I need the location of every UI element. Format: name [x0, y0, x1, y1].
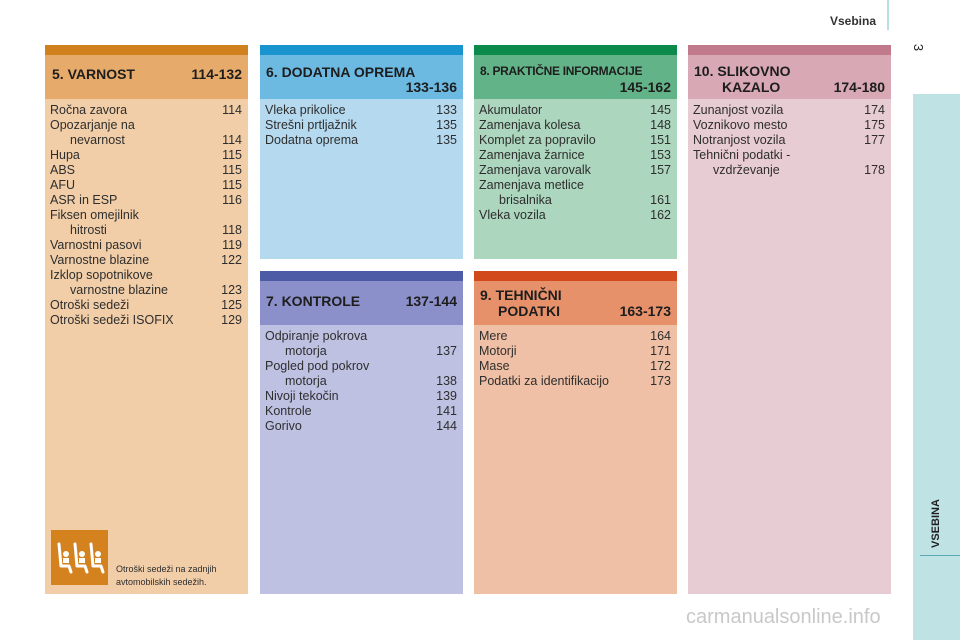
- toc-entry-label: [693, 118, 857, 133]
- side-tab-label: [930, 534, 942, 548]
- toc-entry-label: [265, 404, 429, 419]
- toc-entry[interactable]: [479, 133, 671, 148]
- section-title: 6. DODATNA OPREMA: [266, 64, 416, 80]
- toc-entry-page: 133: [436, 103, 457, 117]
- toc-entry-page: 157: [650, 163, 671, 177]
- section-items: [260, 99, 463, 148]
- toc-entry-label-line1: Zamenjava metlice: [479, 178, 584, 192]
- toc-entry-page: 115: [222, 148, 242, 162]
- toc-entry-page: 148: [650, 118, 671, 132]
- toc-entry-label-line1: Notranjost vozila: [693, 133, 786, 147]
- toc-entry-page: 141: [436, 404, 457, 418]
- section-color-bar: [688, 45, 891, 55]
- section-header[interactable]: [474, 55, 677, 99]
- section-page-range: 174-180: [833, 79, 885, 95]
- toc-entry-label-line1: Akumulator: [479, 103, 543, 117]
- toc-entry[interactable]: [479, 344, 671, 359]
- toc-entry-label-line1: Fiksen omejilnik: [50, 208, 139, 222]
- toc-entry-label: [265, 329, 429, 359]
- toc-entry-label-line2: motorja: [285, 374, 327, 388]
- toc-entry-page: 161: [650, 193, 671, 207]
- section-header[interactable]: [688, 55, 891, 99]
- toc-entry-label: [50, 268, 214, 298]
- section-title-line2: PODATKI: [498, 303, 560, 319]
- toc-entry[interactable]: [479, 148, 671, 163]
- toc-entry-label-line1: Strešni prtljažnik: [265, 118, 357, 132]
- section-items: [688, 99, 891, 178]
- section-color-bar: [474, 271, 677, 281]
- section-page-range: 137-144: [405, 293, 457, 309]
- toc-entry[interactable]: [693, 133, 885, 148]
- toc-entry-page: 119: [222, 238, 242, 252]
- toc-entry-label: [50, 118, 214, 148]
- toc-entry-label-line1: Podatki za identifikacijo: [479, 374, 609, 388]
- toc-entry-label-line1: Gorivo: [265, 419, 302, 433]
- toc-entry-page: 139: [436, 389, 457, 403]
- toc-entry-label-line1: Kontrole: [265, 404, 312, 418]
- toc-entry-label-line1: Mase: [479, 359, 510, 373]
- toc-entry-label: [50, 298, 214, 313]
- toc-entry-page: 129: [221, 313, 242, 327]
- toc-entry-label: [479, 374, 643, 389]
- toc-entry-label: [265, 118, 429, 133]
- toc-entry-page: 171: [650, 344, 671, 358]
- toc-entry-label-line1: Opozarjanje na: [50, 118, 135, 132]
- toc-entry-label: [479, 208, 643, 223]
- toc-entry-page: 122: [221, 253, 242, 267]
- toc-entry[interactable]: [693, 103, 885, 118]
- toc-entry-label: [265, 359, 429, 389]
- child-seat-icon: [51, 530, 108, 585]
- toc-entry-label-line1: Nivoji tekočin: [265, 389, 339, 403]
- toc-entry-label: [479, 178, 643, 208]
- section-title: 9. TEHNIČNI: [480, 287, 562, 303]
- toc-entry-label: [479, 118, 643, 133]
- toc-entry[interactable]: [50, 163, 242, 178]
- toc-entry-page: 137: [436, 344, 457, 358]
- toc-entry[interactable]: [479, 374, 671, 389]
- toc-entry-label: [693, 103, 857, 118]
- toc-entry-page: 178: [864, 163, 885, 177]
- toc-entry-page: 138: [436, 374, 457, 388]
- toc-entry-page: 125: [221, 298, 242, 312]
- toc-entry-page: 151: [650, 133, 671, 147]
- section-page-range: 114-132: [191, 66, 242, 82]
- toc-entry-label: [50, 238, 214, 253]
- side-tab-divider: [920, 555, 960, 556]
- section-color-bar: [45, 45, 248, 55]
- toc-entry-page: 164: [650, 329, 671, 343]
- toc-entry-page: 118: [222, 223, 242, 237]
- toc-entry-label-line1: Vleka prikolice: [265, 103, 346, 117]
- toc-entry[interactable]: [50, 238, 242, 253]
- toc-entry-label-line1: Izklop sopotnikove: [50, 268, 153, 282]
- toc-entry-label: [479, 329, 643, 344]
- toc-entry-label-line1: Varnostni pasovi: [50, 238, 142, 252]
- toc-entry[interactable]: [479, 118, 671, 133]
- toc-entry[interactable]: [479, 329, 671, 344]
- toc-entry[interactable]: [50, 253, 242, 268]
- section-tehnicni-podatki: [474, 271, 677, 594]
- toc-entry-label: [479, 163, 643, 178]
- toc-entry-page: 115: [222, 163, 242, 177]
- toc-entry-label-line2: varnostne blazine: [70, 283, 168, 297]
- toc-entry-label: [50, 103, 214, 118]
- toc-entry-label-line1: Zunanjost vozila: [693, 103, 784, 117]
- toc-entry[interactable]: [50, 118, 242, 148]
- section-dodatna-oprema: [260, 45, 463, 259]
- section-items: [474, 99, 677, 223]
- toc-entry-label-line1: Ročna zavora: [50, 103, 128, 117]
- toc-entry-label-line1: Varnostne blazine: [50, 253, 150, 267]
- toc-entry-label-line1: Motorji: [479, 344, 517, 358]
- toc-entry-label-line1: Zamenjava žarnice: [479, 148, 585, 162]
- section-items: [45, 99, 248, 328]
- toc-entry-label-line1: Otroški sedeži ISOFIX: [50, 313, 174, 327]
- toc-entry[interactable]: [50, 178, 242, 193]
- section-color-bar: [260, 271, 463, 281]
- section-page-range: 133-136: [405, 79, 457, 95]
- section-title: 7. KONTROLE: [266, 293, 361, 309]
- toc-entry-page: 114: [222, 133, 242, 147]
- section-prakticne-informacije: [474, 45, 677, 259]
- toc-entry-page: 175: [864, 118, 885, 132]
- toc-entry-label-line1: Vleka vozila: [479, 208, 546, 222]
- toc-entry-label: [50, 163, 214, 178]
- toc-entry-label-line1: Komplet za popravilo: [479, 133, 596, 147]
- page-number: 3: [911, 43, 927, 52]
- section-color-bar: [474, 45, 677, 55]
- section-header[interactable]: [260, 55, 463, 99]
- toc-entry[interactable]: [50, 208, 242, 238]
- toc-entry-page: 144: [436, 419, 457, 433]
- toc-entry[interactable]: [265, 389, 457, 404]
- header-divider: [887, 0, 889, 30]
- section-page-range: 145-162: [619, 79, 671, 95]
- section-slikovno-kazalo: [688, 45, 891, 594]
- child-seat-caption: Otroški sedeži na zadnjih avtomobilskih sedežih.: [116, 564, 217, 587]
- section-title: 8. PRAKTIČNE INFORMACIJE: [480, 64, 643, 78]
- toc-entry-label-line1: Dodatna oprema: [265, 133, 359, 147]
- toc-entry[interactable]: [479, 103, 671, 118]
- toc-entry-label-line1: Zamenjava varovalk: [479, 163, 591, 177]
- toc-entry-label-line2: vzdrževanje: [713, 163, 780, 177]
- toc-entry[interactable]: [265, 404, 457, 419]
- toc-entry-page: 173: [650, 374, 671, 388]
- toc-entry-page: 162: [650, 208, 671, 222]
- toc-entry[interactable]: [479, 208, 671, 223]
- toc-entry[interactable]: [265, 103, 457, 118]
- toc-entry-page: 123: [221, 283, 242, 297]
- toc-entry-label-line1: Tehnični podatki -: [693, 148, 791, 162]
- toc-entry-label: [265, 103, 429, 118]
- toc-entry[interactable]: [479, 178, 671, 208]
- toc-entry-page: 114: [222, 103, 242, 117]
- toc-entry[interactable]: [479, 163, 671, 178]
- toc-entry-label-line1: Odpiranje pokrova: [265, 329, 368, 343]
- toc-entry-label: [50, 178, 214, 193]
- toc-entry-label: [479, 359, 643, 374]
- toc-entry-label: [479, 148, 643, 163]
- toc-entry-label: [50, 253, 214, 268]
- toc-entry-label-line1: ABS: [50, 163, 76, 177]
- toc-entry[interactable]: [693, 118, 885, 133]
- toc-entry-label: [479, 103, 643, 118]
- toc-entry[interactable]: [265, 359, 457, 389]
- toc-entry-label: [265, 389, 429, 404]
- toc-entry[interactable]: [50, 298, 242, 313]
- toc-entry-page: 177: [864, 133, 885, 147]
- toc-entry-page: 116: [222, 193, 242, 207]
- section-header[interactable]: [45, 55, 248, 99]
- toc-entry-label: [50, 193, 214, 208]
- toc-entry[interactable]: [50, 193, 242, 208]
- toc-entry[interactable]: [479, 359, 671, 374]
- toc-entry[interactable]: [265, 133, 457, 148]
- toc-entry-label: [50, 313, 214, 328]
- toc-entry-label-line1: Zamenjava kolesa: [479, 118, 581, 132]
- toc-entry[interactable]: [265, 329, 457, 359]
- toc-entry-label: [479, 344, 643, 359]
- toc-entry[interactable]: [265, 118, 457, 133]
- toc-entry-page: 115: [222, 178, 242, 192]
- toc-entry-page: 145: [650, 103, 671, 117]
- page-header-title: Vsebina: [830, 14, 877, 28]
- toc-entry-label: [265, 133, 429, 148]
- section-color-bar: [260, 45, 463, 55]
- section-title: 5. VARNOST: [52, 66, 135, 82]
- toc-entry-page: 135: [436, 133, 457, 147]
- watermark: carmanualsonline.info: [686, 606, 881, 628]
- section-kontrole: [260, 271, 463, 594]
- toc-entry-label-line2: nevarnost: [70, 133, 125, 147]
- section-header[interactable]: [474, 281, 677, 325]
- toc-entry[interactable]: [50, 313, 242, 328]
- toc-entry-page: 172: [650, 359, 671, 373]
- toc-entry-label-line1: Pogled pod pokrov: [265, 359, 370, 373]
- toc-entry-label: [479, 133, 643, 148]
- toc-entry[interactable]: [265, 419, 457, 434]
- toc-entry[interactable]: [693, 148, 885, 178]
- toc-entry-page: 135: [436, 118, 457, 132]
- section-varnost: [45, 45, 248, 594]
- toc-entry[interactable]: [50, 268, 242, 298]
- toc-entry-label-line1: Mere: [479, 329, 508, 343]
- toc-entry-label: [265, 419, 429, 434]
- section-page-range: 163-173: [619, 303, 671, 319]
- toc-entry[interactable]: [50, 103, 242, 118]
- toc-entry-label-line1: ASR in ESP: [50, 193, 118, 207]
- section-header[interactable]: [260, 281, 463, 325]
- toc-entry-label-line1: Hupa: [50, 148, 80, 162]
- toc-entry-page: 174: [864, 103, 885, 117]
- toc-entry-label: [50, 148, 214, 163]
- toc-entry-label-line2: motorja: [285, 344, 327, 358]
- toc-entry[interactable]: [50, 148, 242, 163]
- toc-entry-label: [693, 148, 857, 178]
- section-items: [474, 325, 677, 389]
- section-title-line2: KAZALO: [722, 79, 781, 95]
- section-items: [260, 325, 463, 434]
- side-tab[interactable]: [913, 94, 960, 640]
- toc-entry-label: [693, 133, 857, 148]
- toc-entry-label-line2: hitrosti: [70, 223, 107, 237]
- toc-entry-label-line1: Otroški sedeži: [50, 298, 130, 312]
- toc-entry-label-line2: brisalnika: [499, 193, 552, 207]
- toc-entry-page: 153: [650, 148, 671, 162]
- toc-entry-label-line1: Voznikovo mesto: [693, 118, 788, 132]
- toc-entry-label-line1: AFU: [50, 178, 75, 192]
- section-title: 10. SLIKOVNO: [694, 63, 791, 79]
- toc-entry-label: [50, 208, 214, 238]
